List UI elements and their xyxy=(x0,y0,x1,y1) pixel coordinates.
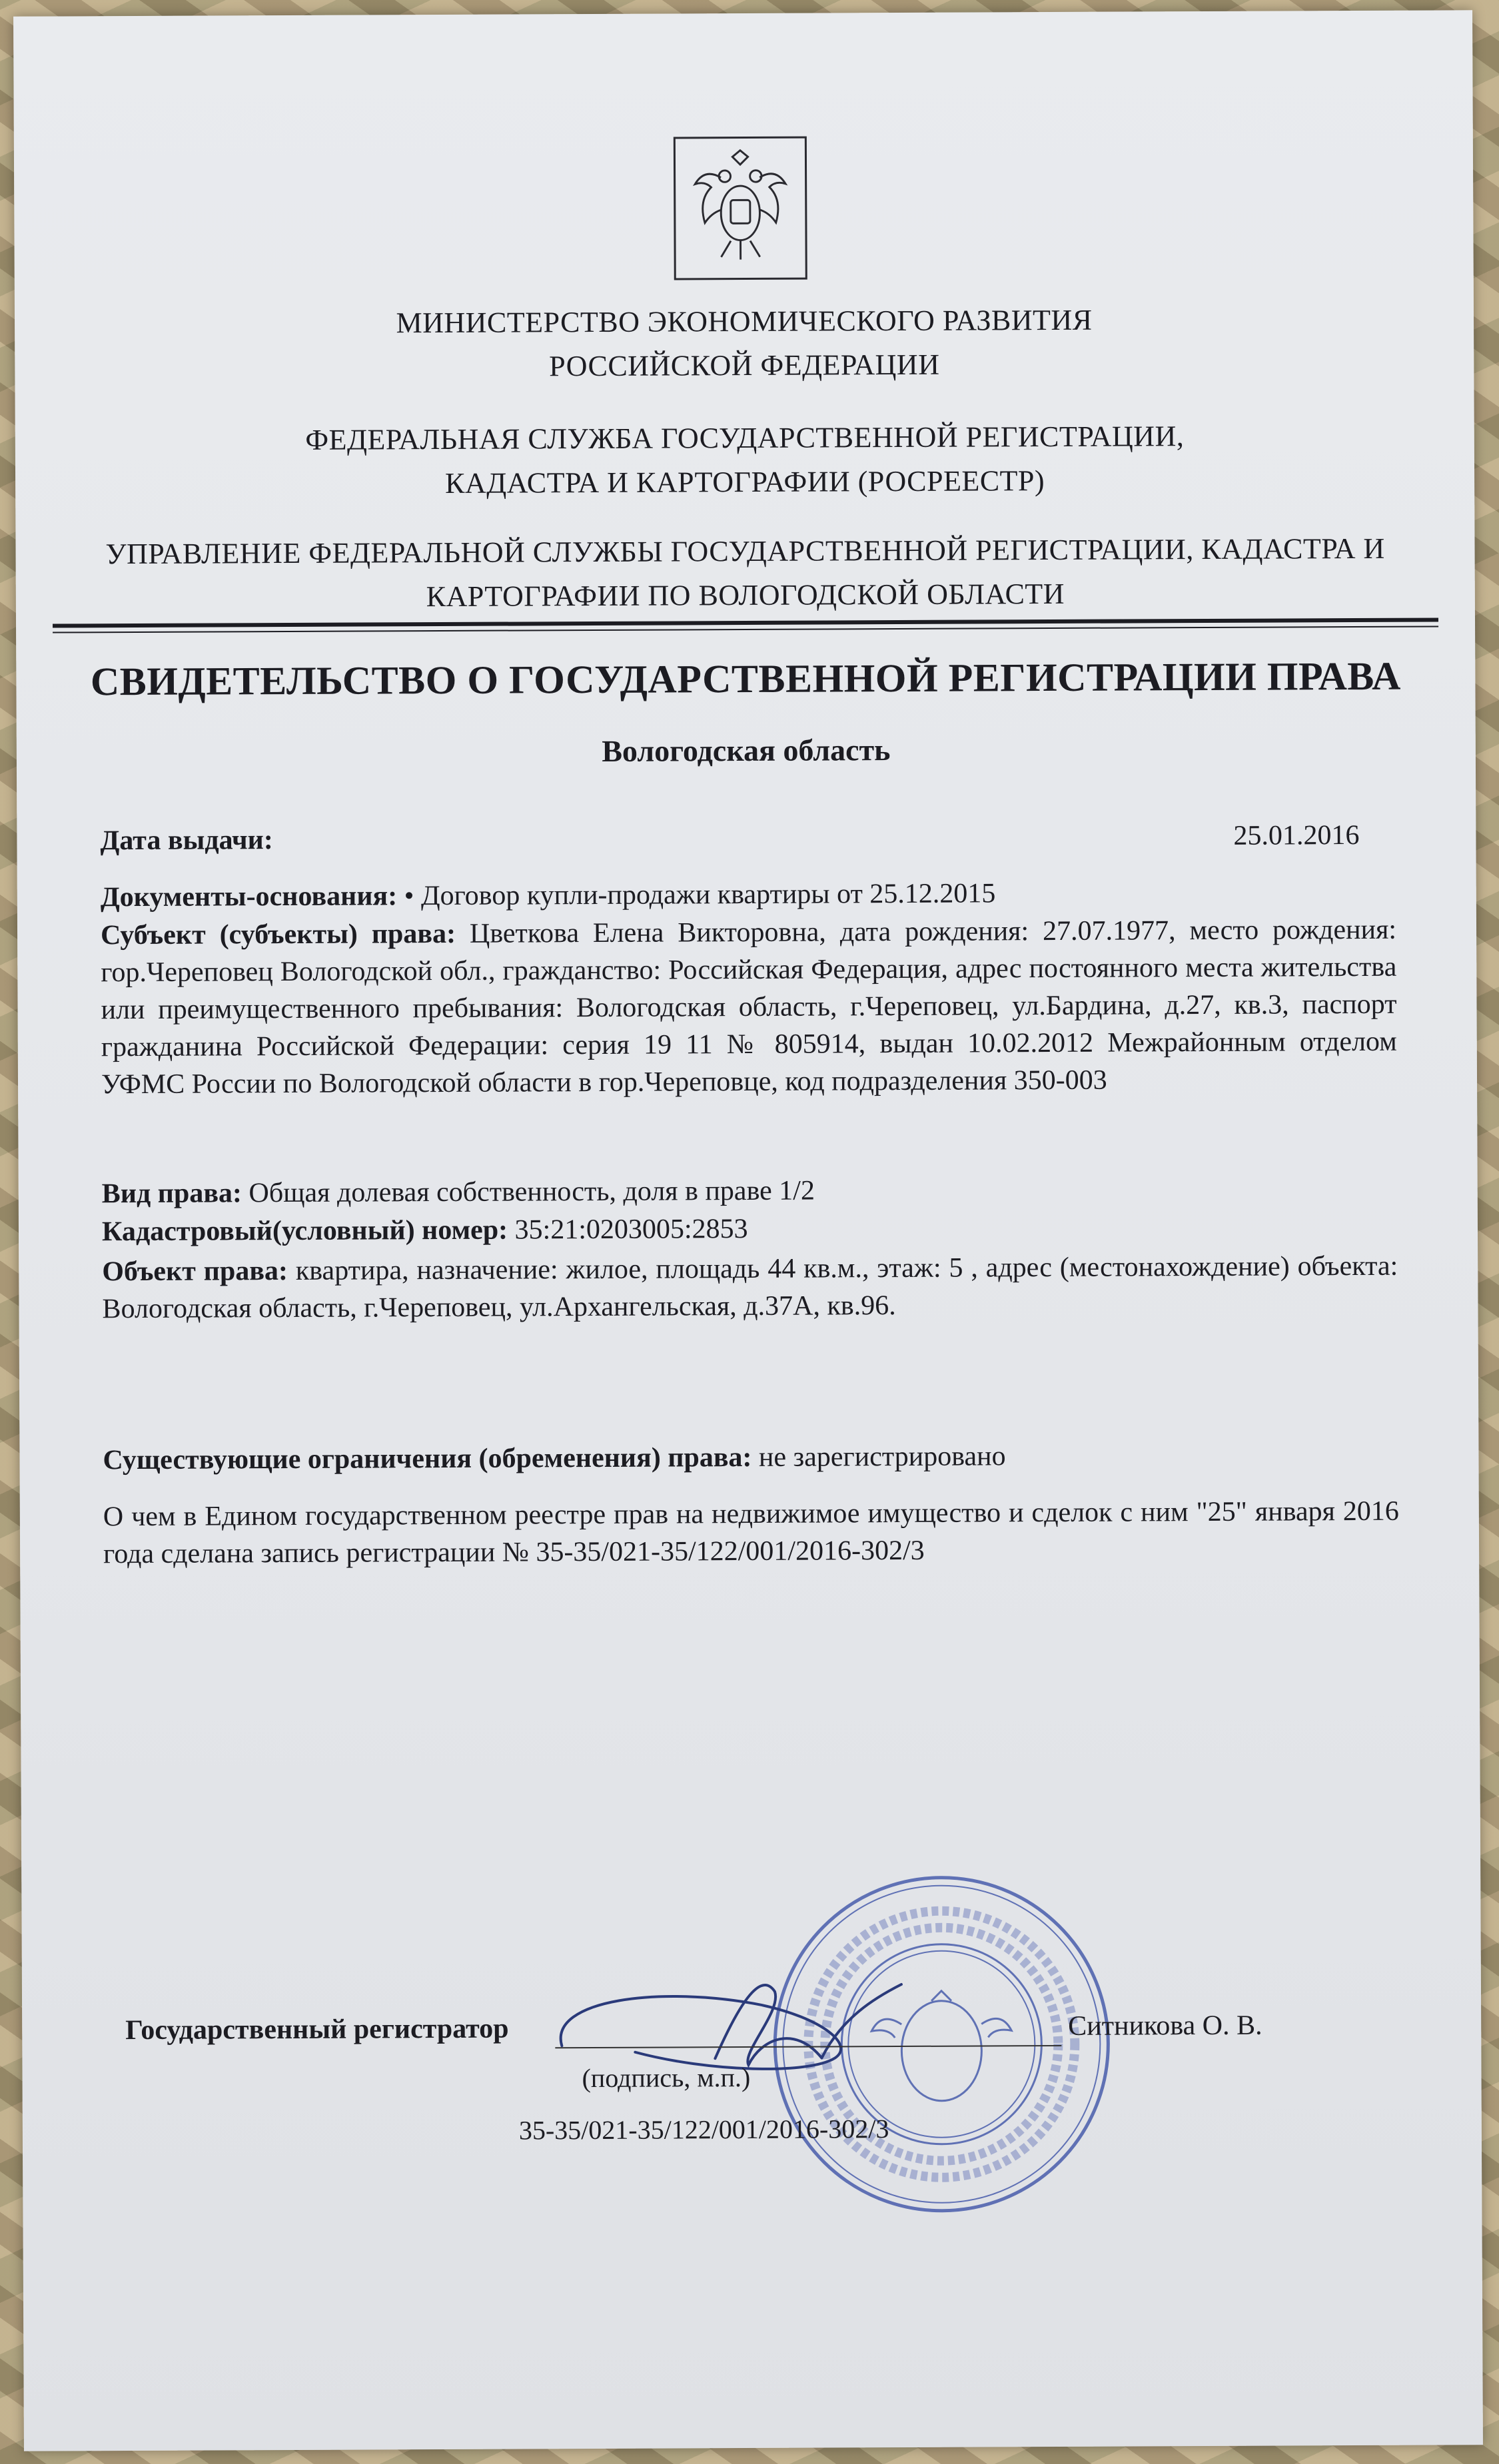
subject-row xyxy=(101,911,1397,1103)
regional-office-heading: УПРАВЛЕНИЕ ФЕДЕРАЛЬНОЙ СЛУЖБЫ ГОСУДАРСТВЕННОЙ РЕГИСТРАЦИИ, КАДАСТРА И КАРТОГРАФИИ ПО ВОЛОГОДСКОЙ ОБЛАСТИ xyxy=(105,532,1385,614)
ministry-heading: МИНИСТЕРСТВО ЭКОНОМИЧЕСКОГО РАЗВИТИЯ РОССИЙСКОЙ ФЕДЕРАЦИИ xyxy=(396,303,1093,383)
registrar-label: Государственный регистратор xyxy=(125,2013,509,2046)
object-value: квартира, назначение: жилое, площадь 44 кв.м., этаж: 5 , адрес (местонахождение) объекта: Вологодская область, г.Череповец, ул.Архангельская, д.37А, кв.96. xyxy=(102,1250,1398,1325)
cadastral-number-label: Кадастровый(условный) номер: xyxy=(101,1214,508,1248)
object-label: Объект права: xyxy=(102,1256,288,1288)
certificate-title: СВИДЕТЕЛЬСТВО О ГОСУДАРСТВЕННОЙ РЕГИСТРАЦИИ ПРАВА xyxy=(90,653,1402,704)
region-subtitle: Вологодская область xyxy=(602,733,891,768)
certificate-document xyxy=(13,10,1483,2451)
subject-value: Цветкова Елена Викторовна, дата рождения: 27.07.1977, место рождения: гор.Череповец Вологодской обл., гражданство: Российская Федерация, адрес постоянного места жительства или преимущественного пребывания: Вологодская область, г.Череповец, ул.Бардина, д.27, кв.3, паспорт гражданина Российской Федерации: серия 19 11 № 805914, выдан 10.02.2012 Межрайонным отделом УФМС России по Вологодской области в гор.Череповце, код подразделения 350-003 xyxy=(101,914,1397,1100)
cadastral-number-row xyxy=(102,1208,1398,1250)
right-type-label: Вид права: xyxy=(101,1178,243,1210)
issue-date-value: 25.01.2016 xyxy=(1233,819,1360,851)
basis-documents-row xyxy=(101,873,1396,916)
registrar-name: Ситникова О. В. xyxy=(1068,2010,1262,2042)
restrictions-label: Существующие ограничения (обременения) права: xyxy=(103,1441,752,1476)
signature-area xyxy=(21,1842,1482,2182)
issue-date-row xyxy=(100,817,1396,859)
subject-label: Субъект (субъекты) права: xyxy=(100,918,456,951)
restrictions-value: не зарегистрировано xyxy=(758,1441,1006,1473)
restrictions-row xyxy=(103,1436,1398,1479)
right-type-value: Общая долевая собственность, доля в праве 1/2 xyxy=(249,1175,815,1209)
service-heading: ФЕДЕРАЛЬНАЯ СЛУЖБА ГОСУДАРСТВЕННОЙ РЕГИСТРАЦИИ, КАДАСТРА И КАРТОГРАФИИ (РОСРЕЕСТР) xyxy=(305,420,1185,500)
basis-documents-value: • Договор купли-продажи квартиры от 25.12.2015 xyxy=(404,878,996,912)
signature-hint: (подпись, м.п.) xyxy=(582,2062,751,2094)
coat-of-arms-emblem xyxy=(674,137,807,280)
object-row xyxy=(102,1248,1398,1328)
issue-date-label: Дата выдачи: xyxy=(100,825,273,857)
registration-number: 35-35/021-35/122/001/2016-302/3 xyxy=(518,2114,889,2146)
double-headed-eagle-icon xyxy=(676,139,805,278)
cadastral-number-value: 35:21:0203005:2853 xyxy=(514,1214,748,1246)
basis-documents-label: Документы-основания: xyxy=(100,881,398,913)
right-type-row xyxy=(102,1170,1398,1212)
registry-entry-text: О чем в Едином государственном реестре прав на недвижимое имущество и сделок с ним "25" января 2016 года сделана запись регистрации № 35-35/021-35/122/001/2016-302/3 xyxy=(103,1495,1399,1570)
